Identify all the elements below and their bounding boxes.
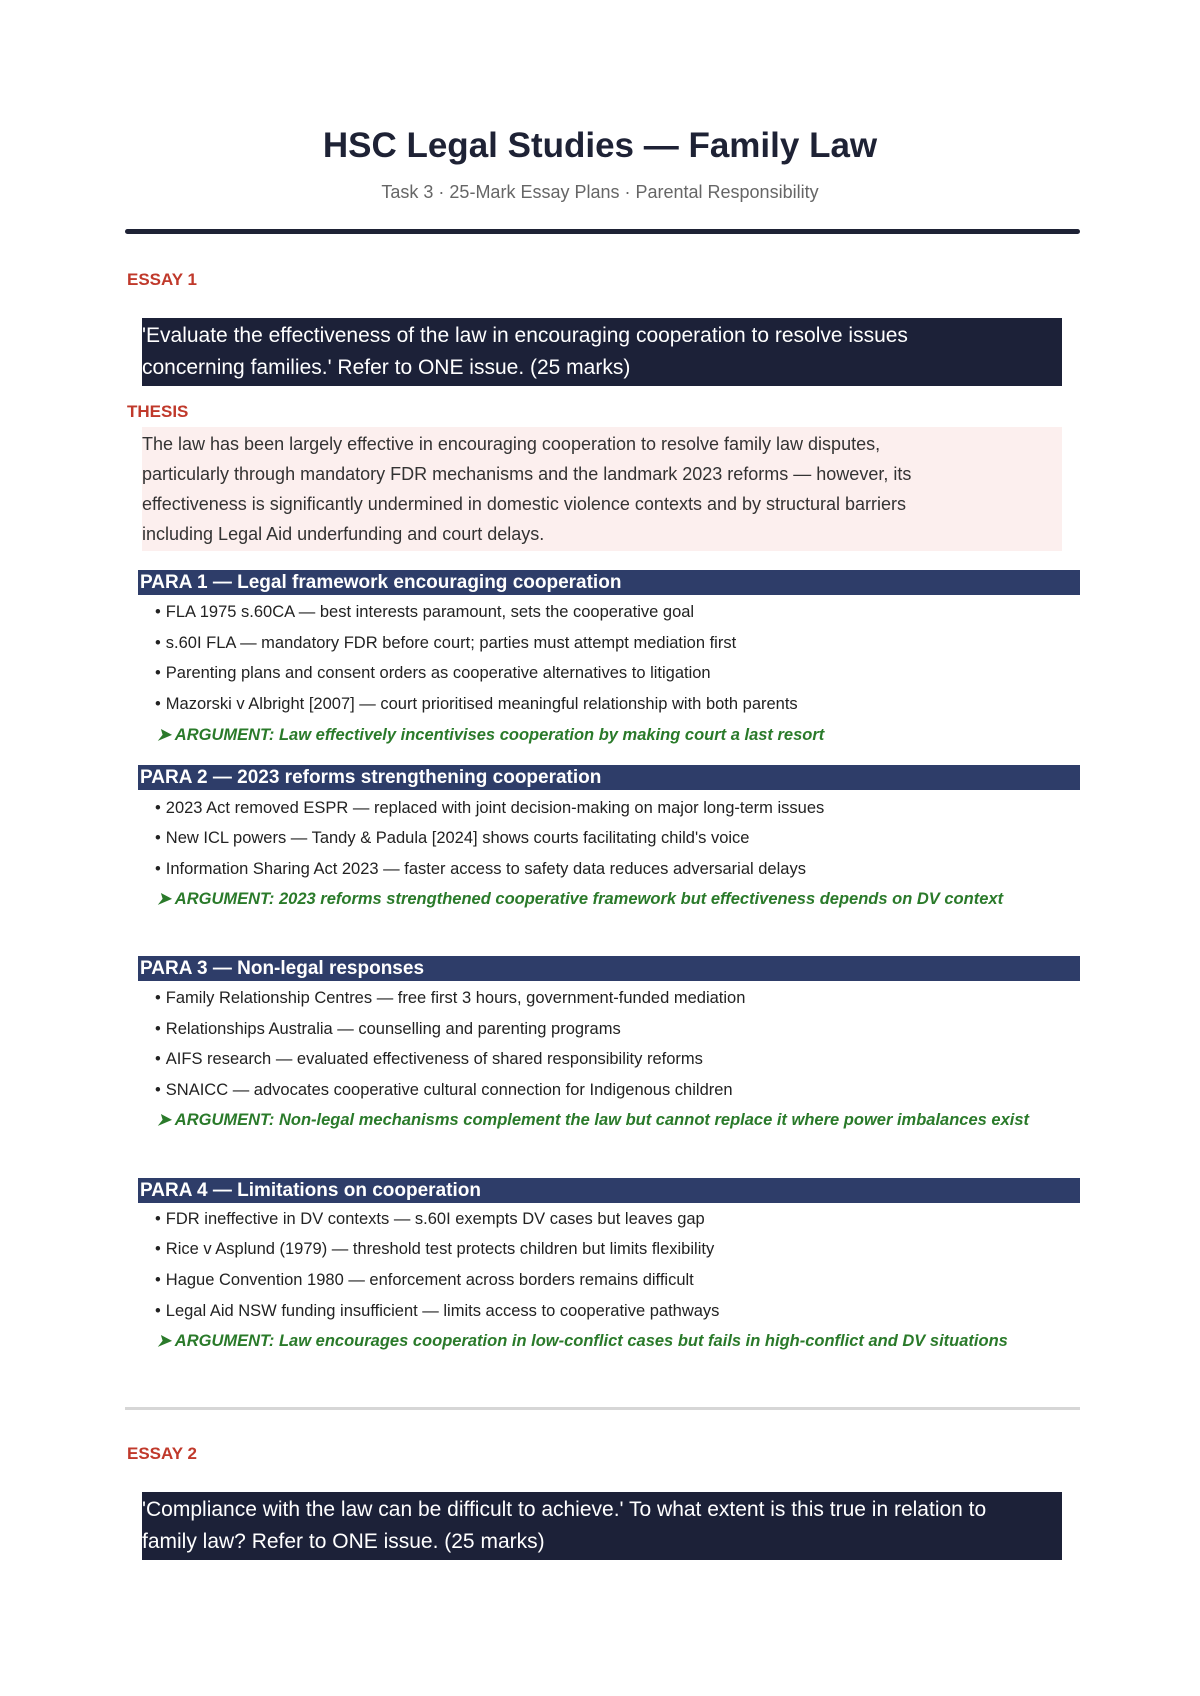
para-4-bullet-3: • Hague Convention 1980 — enforcement across borders remains difficult [155,1271,694,1289]
thesis-line-3: effectiveness is significantly undermined in domestic violence contexts and by structural barriers [142,494,907,514]
bullet-icon: • [155,989,161,1007]
thesis-line-1: The law has been largely effective in encouraging cooperation to resolve family law disputes, [142,434,881,454]
para-3-bullet-2: • Relationships Australia — counselling and parenting programs [155,1020,621,1038]
para-2-bullet-1: • 2023 Act removed ESPR — replaced with joint decision-making on major long-term issues [155,799,825,817]
para-1-heading: PARA 1 — Legal framework encouraging cooperation [138,570,1080,595]
bullet-icon: • [155,860,161,878]
para-1-argument: ➤ ARGUMENT: Law effectively incentivises cooperation by making court a last resort [157,726,825,744]
essay-1-question-line-1: 'Evaluate the effectiveness of the law in encouraging cooperation to resolve issues [142,324,908,347]
bullet-icon: • [155,695,161,713]
para-4-bullet-4: • Legal Aid NSW funding insufficient — limits access to cooperative pathways [155,1302,720,1320]
essay-2-label: ESSAY 2 [127,1444,197,1463]
bullet-icon: • [155,1020,161,1038]
header-divider [125,229,1080,234]
thesis-box [142,427,1062,551]
essay-1-question [142,318,1062,386]
thesis-line-2: particularly through mandatory FDR mechanisms and the landmark 2023 reforms — however, its [142,464,912,484]
thesis-line-4: including Legal Aid underfunding and court delays. [142,524,545,544]
page-subtitle: Task 3 · 25-Mark Essay Plans · Parental Responsibility [381,182,819,202]
para-4-heading: PARA 4 — Limitations on cooperation [138,1178,1080,1203]
para-2-argument: ➤ ARGUMENT: 2023 reforms strengthened cooperative framework but effectiveness depends on DV context [157,890,1004,908]
thesis-label: THESIS [127,402,189,421]
bullet-icon: • [155,1081,161,1099]
essay-2-question-line-2: family law? Refer to ONE issue. (25 marks) [142,1530,545,1553]
para-1-bullet-3: • Parenting plans and consent orders as cooperative alternatives to litigation [155,664,711,682]
para-4-argument: ➤ ARGUMENT: Law encourages cooperation in low-conflict cases but fails in high-conflict and DV situations [157,1332,1008,1350]
para-2-bullet-3: • Information Sharing Act 2023 — faster access to safety data reduces adversarial delays [155,860,806,878]
para-4-bullet-1: • FDR ineffective in DV contexts — s.60I exempts DV cases but leaves gap [155,1210,705,1228]
bullet-icon: • [155,603,161,621]
essay-2-question [142,1492,1062,1560]
para-3-heading: PARA 3 — Non-legal responses [138,956,1080,981]
essay-1-question-line-2: concerning families.' Refer to ONE issue. (25 marks) [142,356,631,379]
para-3-argument: ➤ ARGUMENT: Non-legal mechanisms complement the law but cannot replace it where power imbalances exist [157,1111,1030,1129]
para-1-bullet-1: • FLA 1975 s.60CA — best interests paramount, sets the cooperative goal [155,603,695,621]
bullet-icon: • [155,664,161,682]
bullet-icon: • [155,1050,161,1068]
para-3-bullet-1: • Family Relationship Centres — free first 3 hours, government-funded mediation [155,989,746,1007]
para-1-bullet-4: • Mazorski v Albright [2007] — court prioritised meaningful relationship with both parents [155,695,798,713]
para-2-bullet-2: • New ICL powers — Tandy & Padula [2024] shows courts facilitating child's voice [155,829,750,847]
bullet-icon: • [155,799,161,817]
para-3-bullet-4: • SNAICC — advocates cooperative cultural connection for Indigenous children [155,1081,733,1099]
bullet-icon: • [155,634,161,652]
para-4-bullet-2: • Rice v Asplund (1979) — threshold test protects children but limits flexibility [155,1240,715,1258]
bullet-icon: • [155,1302,161,1320]
essay-2-question-line-1: 'Compliance with the law can be difficult to achieve.' To what extent is this true in relation to [142,1498,987,1521]
section-divider [125,1407,1080,1410]
page-title: HSC Legal Studies — Family Law [322,126,878,165]
bullet-icon: • [155,829,161,847]
bullet-icon: • [155,1210,161,1228]
para-3-bullet-3: • AIFS research — evaluated effectiveness of shared responsibility reforms [155,1050,703,1068]
essay-1-label: ESSAY 1 [127,270,197,289]
bullet-icon: • [155,1240,161,1258]
para-1-bullet-2: • s.60I FLA — mandatory FDR before court; parties must attempt mediation first [155,634,737,652]
bullet-icon: • [155,1271,161,1289]
para-2-heading: PARA 2 — 2023 reforms strengthening cooperation [138,765,1080,790]
